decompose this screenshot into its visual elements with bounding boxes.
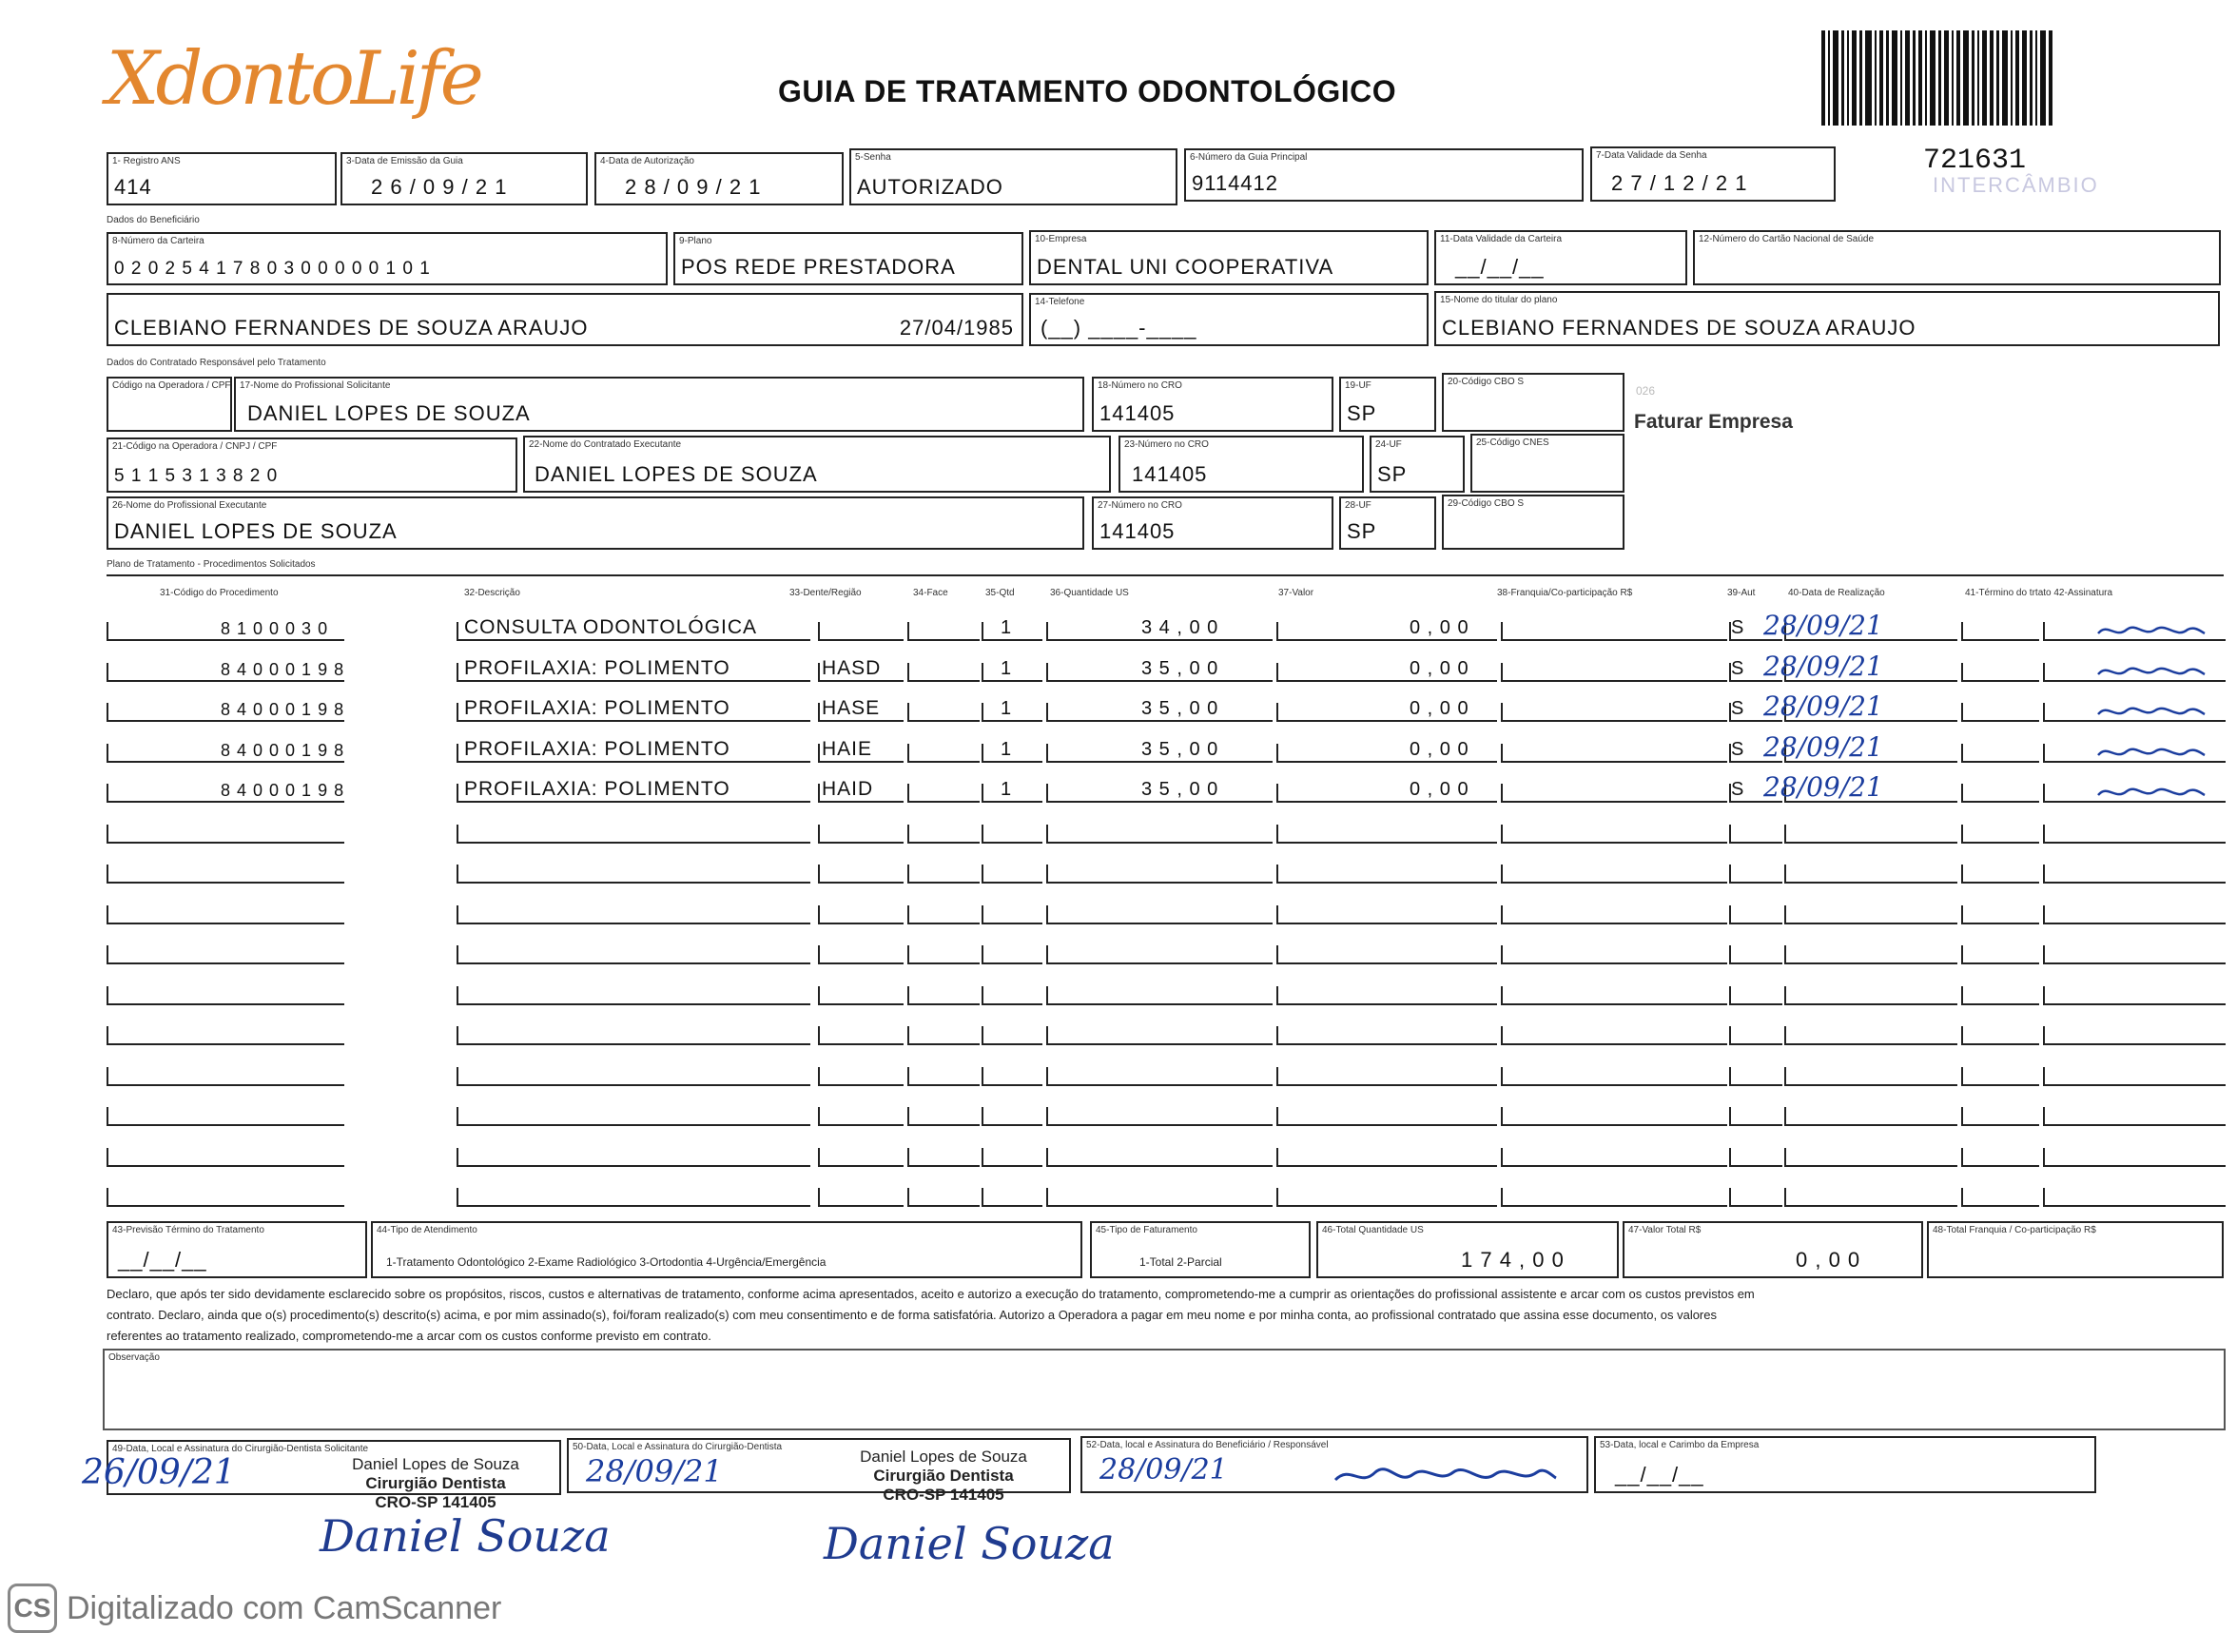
table-cell <box>1961 1026 2039 1045</box>
billing-type-field: 45-Tipo de Faturamento 1-Total 2-Parcial <box>1090 1221 1311 1278</box>
table-cell <box>1276 986 1497 1005</box>
procedure-auth: S <box>1731 738 1745 760</box>
col-franchise: 38-Franquia/Co-participação R$ <box>1497 588 1633 598</box>
company-stamp-field: 53-Data, local e Carimbo da Empresa __/__/__ <box>1594 1436 2096 1493</box>
table-row <box>107 1054 2224 1092</box>
table-cell <box>1276 1107 1497 1126</box>
forecast-field: 43-Previsão Término do Tratamento __/__/__ <box>107 1221 367 1278</box>
col-face: 34-Face <box>913 588 948 598</box>
table-cell <box>1046 1148 1273 1167</box>
procedure-tooth: HAIE <box>822 737 873 760</box>
table-row <box>107 1013 2224 1051</box>
table-cell <box>1046 1067 1273 1086</box>
table-cell <box>1046 825 1273 844</box>
camscanner-icon: CS <box>8 1584 57 1633</box>
cro-field-1: 18-Número no CRO 141405 <box>1092 377 1333 432</box>
table-cell <box>907 945 980 964</box>
table-cell <box>2043 825 2226 844</box>
table-cell <box>1729 1148 1782 1167</box>
requester-date: 26/09/21 <box>82 1453 236 1492</box>
cro-field-2: 23-Número no CRO 141405 <box>1118 436 1364 493</box>
barcode <box>1821 30 2055 126</box>
procedure-tooth: HASE <box>822 697 881 719</box>
table-row <box>107 892 2224 930</box>
procedure-date: 28/09/21 <box>1763 771 1883 803</box>
sus-card-field: 12-Número do Cartão Nacional de Saúde <box>1693 230 2221 285</box>
plan-field: 9-Plano POS REDE PRESTADORA <box>673 232 1023 285</box>
table-cell <box>1046 1026 1273 1045</box>
table-cell <box>1046 1188 1273 1207</box>
table-cell <box>907 744 980 763</box>
table-cell <box>1961 825 2039 844</box>
dentist-signature: Daniel Souza <box>824 1518 1115 1569</box>
table-cell <box>1276 1148 1497 1167</box>
procedure-description: PROFILAXIA: POLIMENTO <box>464 778 730 800</box>
procedure-description: PROFILAXIA: POLIMENTO <box>464 656 730 679</box>
procedure-description: CONSULTA ODONTOLÓGICA <box>464 616 758 638</box>
beneficiary-name-field: CLEBIANO FERNANDES DE SOUZA ARAUJO 27/04/1985 <box>107 293 1023 346</box>
table-cell <box>1729 865 1782 884</box>
col-qty: 35-Qtd <box>985 588 1015 598</box>
table-cell <box>907 1026 980 1045</box>
procedure-value: 0 , 0 0 <box>1410 738 1469 760</box>
table-cell <box>1961 703 2039 722</box>
table-cell <box>818 1107 904 1126</box>
table-cell <box>1784 1148 1957 1167</box>
table-cell <box>107 1188 344 1207</box>
table-row <box>107 851 2224 889</box>
company-field: 10-Empresa DENTAL UNI COOPERATIVA <box>1029 230 1429 285</box>
provider-section-label: Dados do Contratado Responsável pelo Tratamento <box>107 358 326 368</box>
observation-field: Observação <box>103 1349 2226 1430</box>
table-row <box>107 1094 2224 1132</box>
declaration-text: Declaro, que após ter sido devidamente esclarecido sobre os propósitos, riscos, custos e alternativas de tratamento, conforme acima apresentados, aceito e autorizo a execução do tratamento, comprometendo-me a cumprir as orientações do profissional assistente e arcar com os custos previstos em contrato. Declaro, ainda que o(s) procedimento(s) descrito(s) acima, e por mim assinado(s), foi/foram realizado(s) com meu consentimento e de forma satisfatória. Autorizo a Operadora a pagar em meu nome e por minha conta, ao profissional contratado que assina esse documento, os valores referentes ao tratamento realizado, comprometendo-me a arcar com os custos conforme previsto em contrato. <box>107 1287 1755 1343</box>
uf-field-1: 19-UF SP <box>1339 377 1436 432</box>
scanner-footer <box>8 1584 501 1633</box>
main-guide-field: 6-Número da Guia Principal 9114412 <box>1184 148 1584 202</box>
ans-field: 1- Registro ANS 414 <box>107 152 337 205</box>
page-title: GUIA DE TRATAMENTO ODONTOLÓGICO <box>778 74 1397 108</box>
table-cell <box>907 784 980 803</box>
procedure-us: 3 5 , 0 0 <box>1141 779 1219 800</box>
procedure-us: 3 5 , 0 0 <box>1141 698 1219 719</box>
table-cell <box>907 1148 980 1167</box>
table-cell <box>1276 1188 1497 1207</box>
procedure-date: 28/09/21 <box>1763 690 1883 722</box>
col-us: 36-Quantidade US <box>1050 588 1129 598</box>
table-cell <box>1784 1107 1957 1126</box>
table-row <box>107 690 2224 728</box>
table-cell <box>1501 1026 1727 1045</box>
table-cell <box>982 1188 1042 1207</box>
password-validity-field: 7-Data Validade da Senha 2 7 / 1 2 / 2 1 <box>1590 146 1836 202</box>
table-cell <box>457 986 810 1005</box>
table-cell <box>982 1067 1042 1086</box>
executor-name-field: 22-Nome do Contratado Executante DANIEL LOPES DE SOUZA <box>523 436 1111 493</box>
table-cell <box>1729 1067 1782 1086</box>
signature-dentist-field: 50-Data, Local e Assinatura do Cirurgião-Dentista <box>567 1438 1071 1493</box>
scanner-footer-text: Digitalizado com CamScanner <box>67 1589 502 1626</box>
table-row <box>107 973 2224 1011</box>
table-cell <box>457 905 810 924</box>
table-cell <box>1961 905 2039 924</box>
procedure-auth: S <box>1731 698 1745 719</box>
table-cell <box>1784 1188 1957 1207</box>
table-cell <box>1501 1148 1727 1167</box>
table-cell <box>1501 703 1727 722</box>
table-cell <box>1501 1067 1727 1086</box>
table-cell <box>1961 622 2039 641</box>
procedure-date: 28/09/21 <box>1763 650 1883 682</box>
table-cell <box>1046 905 1273 924</box>
table-cell <box>982 825 1042 844</box>
table-cell <box>818 945 904 964</box>
table-cell <box>2043 1107 2226 1126</box>
cbo-field-3: 29-Código CBO S <box>1442 495 1624 550</box>
procedure-code: 8 1 0 0 0 3 0 <box>221 619 329 638</box>
table-cell <box>1961 784 2039 803</box>
table-cell <box>1729 986 1782 1005</box>
table-row <box>107 770 2224 808</box>
table-cell <box>1729 1026 1782 1045</box>
table-cell <box>457 825 810 844</box>
table-cell <box>1501 945 1727 964</box>
table-cell <box>907 905 980 924</box>
procedure-code: 8 4 0 0 0 1 9 8 <box>221 659 345 679</box>
procedures-section-label: Plano de Tratamento - Procedimentos Solicitados <box>107 559 316 570</box>
table-cell <box>1276 1026 1497 1045</box>
procedure-signature <box>2094 740 2208 765</box>
table-cell <box>1276 825 1497 844</box>
col-value: 37-Valor <box>1278 588 1314 598</box>
table-cell <box>907 663 980 682</box>
procedure-signature <box>2094 618 2208 643</box>
table-cell <box>1501 663 1727 682</box>
procedure-signature <box>2094 780 2208 805</box>
procedure-auth: S <box>1731 779 1745 800</box>
table-cell <box>818 825 904 844</box>
table-cell <box>1501 905 1727 924</box>
beneficiary-date: 28/09/21 <box>1099 1453 1228 1487</box>
table-cell <box>907 703 980 722</box>
table-cell <box>2043 905 2226 924</box>
procedure-qty: 1 <box>1001 657 1013 679</box>
phone-field: 14-Telefone (__) ____-____ <box>1029 293 1429 346</box>
table-cell <box>982 865 1042 884</box>
table-cell <box>818 1148 904 1167</box>
table-cell <box>1729 905 1782 924</box>
procedure-code: 8 4 0 0 0 1 9 8 <box>221 700 345 719</box>
table-cell <box>818 1067 904 1086</box>
table-cell <box>1501 784 1727 803</box>
service-type-field: 44-Tipo de Atendimento 1-Tratamento Odontológico 2-Exame Radiológico 3-Ortodontia 4-Urgência/Emergência <box>371 1221 1082 1278</box>
card-validity-field: 11-Data Validade da Carteira __/__/__ <box>1434 230 1687 285</box>
executor-code-field: 21-Código na Operadora / CNPJ / CPF 5 1 1 5 3 1 3 8 2 0 <box>107 437 517 493</box>
procedure-date: 28/09/21 <box>1763 610 1883 641</box>
table-cell <box>107 1026 344 1045</box>
table-cell <box>107 1107 344 1126</box>
table-cell <box>107 1148 344 1167</box>
procedure-qty: 1 <box>1001 779 1013 800</box>
col-code: 31-Código do Procedimento <box>160 588 279 598</box>
col-tooth: 33-Dente/Região <box>789 588 862 598</box>
table-cell <box>1784 986 1957 1005</box>
uf-field-3: 28-UF SP <box>1339 496 1436 550</box>
table-cell <box>1729 945 1782 964</box>
table-cell <box>1784 825 1957 844</box>
table-cell <box>107 905 344 924</box>
table-cell <box>107 945 344 964</box>
table-cell <box>2043 1148 2226 1167</box>
table-cell <box>1046 945 1273 964</box>
col-signature: 41-Término do trtato 42-Assinatura <box>1965 588 2113 598</box>
procedure-auth: S <box>1731 617 1745 638</box>
dentist-date: 28/09/21 <box>586 1453 723 1489</box>
table-cell <box>818 865 904 884</box>
table-cell <box>1961 744 2039 763</box>
table-cell <box>1276 1067 1497 1086</box>
table-cell <box>907 865 980 884</box>
col-date: 40-Data de Realização <box>1788 588 1885 598</box>
table-cell <box>457 1148 810 1167</box>
table-row <box>107 1135 2224 1173</box>
procedure-qty: 1 <box>1001 617 1013 638</box>
table-cell <box>1961 865 2039 884</box>
procedure-value: 0 , 0 0 <box>1410 617 1469 638</box>
table-cell <box>907 1107 980 1126</box>
procedure-description: PROFILAXIA: POLIMENTO <box>464 737 730 760</box>
table-cell <box>982 1148 1042 1167</box>
table-cell <box>1961 1107 2039 1126</box>
table-cell <box>457 1026 810 1045</box>
table-cell <box>2043 1067 2226 1086</box>
cbo-field-1: 20-Código CBO S <box>1442 373 1624 432</box>
table-cell <box>2043 865 2226 884</box>
table-cell <box>1046 1107 1273 1126</box>
table-cell <box>107 825 344 844</box>
procedure-signature <box>2094 659 2208 684</box>
procedure-qty: 1 <box>1001 738 1013 760</box>
table-cell <box>1501 744 1727 763</box>
table-cell <box>1729 1107 1782 1126</box>
table-cell <box>1961 663 2039 682</box>
table-cell <box>982 986 1042 1005</box>
table-cell <box>907 1067 980 1086</box>
table-row <box>107 811 2224 849</box>
table-cell <box>1501 1188 1727 1207</box>
table-cell <box>107 865 344 884</box>
procedure-tooth: HAID <box>822 778 874 800</box>
bill-code: 026 <box>1636 384 1656 398</box>
uf-field-2: 24-UF SP <box>1370 436 1465 493</box>
table-cell <box>1784 945 1957 964</box>
signature-beneficiary-field: 52-Data, local e Assinatura do Beneficiário / Responsável <box>1080 1436 1588 1493</box>
table-cell <box>1276 865 1497 884</box>
table-row <box>107 650 2224 688</box>
table-row <box>107 609 2224 647</box>
table-cell <box>457 945 810 964</box>
auth-date-field: 4-Data de Autorização 2 8 / 0 9 / 2 1 <box>594 152 844 205</box>
procedure-auth: S <box>1731 657 1745 679</box>
table-cell <box>2043 945 2226 964</box>
table-cell <box>1046 865 1273 884</box>
guide-number: 721631 <box>1923 145 2027 177</box>
table-cell <box>982 905 1042 924</box>
table-cell <box>982 1026 1042 1045</box>
table-cell <box>907 986 980 1005</box>
table-cell <box>2043 986 2226 1005</box>
table-cell <box>1961 1067 2039 1086</box>
total-value-field: 47-Valor Total R$ 0 , 0 0 <box>1623 1221 1923 1278</box>
holder-name-field: 15-Nome do titular do plano CLEBIANO FERNANDES DE SOUZA ARAUJO <box>1434 291 2220 346</box>
procedure-code: 8 4 0 0 0 1 9 8 <box>221 781 345 800</box>
dentist-stamp: Daniel Lopes de Souza Cirurgião Dentista CRO-SP 141405 <box>860 1448 1027 1504</box>
table-row <box>107 932 2224 970</box>
table-cell <box>1784 1067 1957 1086</box>
procedure-code: 8 4 0 0 0 1 9 8 <box>221 740 345 760</box>
table-cell <box>457 865 810 884</box>
procedure-value: 0 , 0 0 <box>1410 657 1469 679</box>
table-cell <box>1961 1148 2039 1167</box>
card-number-field: 8-Número da Carteira 0 2 0 2 5 4 1 7 8 0 3 0 0 0 0 0 1 0 1 <box>107 232 668 285</box>
table-cell <box>982 945 1042 964</box>
table-cell <box>1784 905 1957 924</box>
cro-field-3: 27-Número no CRO 141405 <box>1092 496 1333 550</box>
beneficiary-signature <box>1332 1459 1560 1491</box>
table-cell <box>818 905 904 924</box>
procedure-us: 3 4 , 0 0 <box>1141 617 1219 638</box>
table-cell <box>982 1107 1042 1126</box>
intercambio-stamp: INTERCÂMBIO <box>1933 173 2099 197</box>
table-cell <box>1961 945 2039 964</box>
col-auth: 39-Aut <box>1727 588 1756 598</box>
table-cell <box>818 1026 904 1045</box>
table-cell <box>1961 1188 2039 1207</box>
procedures-divider <box>107 574 2224 576</box>
requester-stamp: Daniel Lopes de Souza Cirurgião Dentista CRO-SP 141405 <box>352 1455 519 1511</box>
procedure-signature <box>2094 699 2208 724</box>
table-cell <box>1501 825 1727 844</box>
procedure-qty: 1 <box>1001 698 1013 719</box>
table-cell <box>1729 1188 1782 1207</box>
table-cell <box>818 622 904 641</box>
table-cell <box>1961 986 2039 1005</box>
professional-name-field: 26-Nome do Profissional Executante DANIEL LOPES DE SOUZA <box>107 496 1084 550</box>
col-description: 32-Descrição <box>464 588 520 598</box>
signature-requester-field: 49-Data, Local e Assinatura do Cirurgião-Dentista Solicitante <box>107 1440 561 1495</box>
table-cell <box>1729 825 1782 844</box>
table-cell <box>907 1188 980 1207</box>
procedure-description: PROFILAXIA: POLIMENTO <box>464 697 730 719</box>
table-cell <box>1046 986 1273 1005</box>
table-cell <box>1276 945 1497 964</box>
beneficiary-section-label: Dados do Beneficiário <box>107 215 200 225</box>
total-us-field: 46-Total Quantidade US 1 7 4 , 0 0 <box>1316 1221 1619 1278</box>
password-field: 5-Senha AUTORIZADO <box>849 148 1177 205</box>
cnes-field: 25-Código CNES <box>1470 434 1624 493</box>
table-cell <box>2043 1026 2226 1045</box>
table-cell <box>818 986 904 1005</box>
procedure-us: 3 5 , 0 0 <box>1141 738 1219 760</box>
table-cell <box>107 986 344 1005</box>
table-cell <box>2043 1188 2226 1207</box>
table-cell <box>1501 622 1727 641</box>
table-cell <box>107 1067 344 1086</box>
procedure-date: 28/09/21 <box>1763 730 1883 763</box>
table-row <box>107 730 2224 768</box>
procedure-value: 0 , 0 0 <box>1410 698 1469 719</box>
table-cell <box>907 825 980 844</box>
table-cell <box>1501 865 1727 884</box>
bill-company-label: Faturar Empresa <box>1634 411 1793 433</box>
table-cell <box>1276 905 1497 924</box>
table-cell <box>1501 1107 1727 1126</box>
table-cell <box>907 622 980 641</box>
procedure-us: 3 5 , 0 0 <box>1141 657 1219 679</box>
table-cell <box>1784 865 1957 884</box>
procedure-tooth: HASD <box>822 656 882 679</box>
logo: XdontoLife <box>107 36 480 122</box>
table-cell <box>1501 986 1727 1005</box>
table-row <box>107 1175 2224 1213</box>
table-cell <box>457 1188 810 1207</box>
total-franchise-field: 48-Total Franquia / Co-participação R$ <box>1927 1221 2224 1278</box>
procedure-value: 0 , 0 0 <box>1410 779 1469 800</box>
table-cell <box>818 1188 904 1207</box>
table-cell <box>457 1067 810 1086</box>
requester-signature: Daniel Souza <box>320 1510 611 1562</box>
requester-name-field: 17-Nome do Profissional Solicitante DANIEL LOPES DE SOUZA <box>234 377 1084 432</box>
table-cell <box>1784 1026 1957 1045</box>
issue-date-field: 3-Data de Emissão da Guia 2 6 / 0 9 / 2 1 <box>340 152 588 205</box>
requester-code-field: Código na Operadora / CPF <box>107 377 232 432</box>
table-cell <box>457 1107 810 1126</box>
